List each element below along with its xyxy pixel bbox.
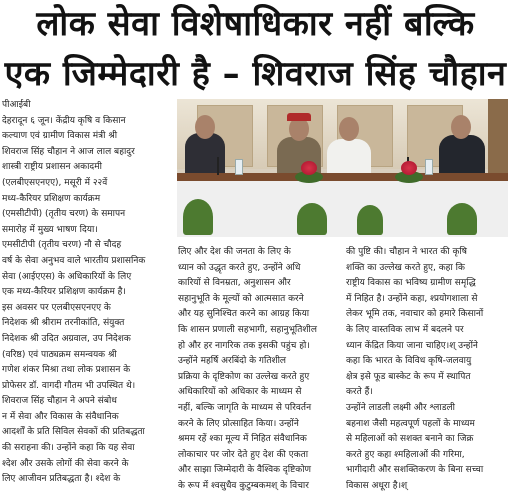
text-line: लिए आजीवन प्रतिबद्धता है। श्देश के — [2, 474, 121, 485]
text-line: वर्ष के सेवा अनुभव वाले भारतीय प्रशासनिक — [2, 255, 146, 266]
text-line: की पुष्टि की। चौहान ने भारत की कृषि — [346, 247, 467, 257]
text-line: कल्याण एवं ग्रामीण विकास मंत्री श्री — [2, 131, 118, 142]
text-line: अधिकारियों को अधिकार के माध्यम से — [178, 387, 302, 398]
article-column-2 — [178, 245, 340, 495]
text-line: प्रोफेसर डॉ. वागदी गौतम भी उपस्थित थे। — [2, 380, 136, 391]
text-line: शास्त्री राष्ट्रीय प्रशासन अकादमी — [2, 162, 102, 173]
text-line: श्रमम रहें श्का मूल्य में निहित संवैधानिक — [178, 434, 307, 445]
text-line: हो और हर नागरिक तक इसकी पहुंच हो। — [178, 340, 310, 351]
text-line: निदेशक श्री श्रीराम तरनीकांति, संयुक्त — [2, 318, 125, 329]
text-line: श्देश और उसके लोगों की सेवा करने के — [2, 458, 129, 469]
headline-line-1: लोक सेवा विशेषाधिकार नहीं बल्कि — [36, 4, 475, 44]
text-line: न में सेवा और विकास के संवैधानिक — [2, 411, 119, 422]
text-line: नहीं, बल्कि जागृति के माध्यम से परिवर्तन — [178, 402, 312, 413]
text-line: ध्यान को उद्धृत करते हुए, उन्होंने अधि — [178, 262, 301, 273]
news-photo — [177, 99, 508, 237]
text-line: सेवा (आईएएस) के अधिकारियों के लिए — [2, 271, 132, 282]
text-line: लोकाचार पर जोर देते हुए देश की एकता — [178, 449, 309, 460]
text-line: शिवराज सिंह चौहान ने आज लाल बहादुर — [2, 146, 135, 157]
text-line: भागीदारी और सशक्तिकरण के बिना सच्चा — [346, 465, 484, 476]
article-column-1 — [2, 98, 170, 488]
text-line: कारियों से विनम्रता, अनुशासन और — [178, 278, 291, 289]
text-line: और यह सुनिश्चित करने का आग्रह किया — [178, 309, 310, 320]
text-line: और साझा जिम्मेदारी के वैश्विक दृष्टिकोण — [178, 465, 312, 476]
text-line: शिवराज सिंह चौहान ने अपने संबोध — [2, 396, 117, 407]
article-column-3 — [346, 245, 508, 495]
text-line: इस अवसर पर एलबीएसएनएए के — [2, 302, 111, 313]
text-line: करने के लिए प्रोत्साहित किया। उन्होंने — [178, 418, 299, 429]
text-line: पीआईबी — [2, 100, 31, 110]
text-line: कि शासन प्रणाली सहभागी, सहानुभूतिशील — [178, 324, 317, 335]
text-line: एमसीटीपी (तृतीय चरण) नौ से चौदह — [2, 240, 122, 251]
text-line: (वरिष्ठ) एवं पाठ्यक्रम समन्वयक श्री — [2, 349, 117, 360]
text-line: लेकर भूमि तक, नवाचार को हमारे किसानों — [346, 309, 484, 320]
text-line: करते हैं। — [346, 387, 373, 398]
text-line: क्षेत्र इसे फूड बास्केट के रूप में स्थापित — [346, 371, 471, 382]
text-line: करते हुए कहा श्महिलाओं की गरिमा, — [346, 449, 465, 460]
text-line: ध्यान केंद्रित किया जाना चाहिए।श् उन्होंने — [346, 340, 478, 351]
text-line: आदर्शों के प्रति सिविल सेवकों की प्रतिबद्धता — [2, 427, 145, 438]
text-line: उन्होंने लाडली लक्ष्मी और श्लाडली — [346, 402, 455, 413]
text-line: शक्ति का उल्लेख करते हुए, कहा कि — [346, 262, 465, 273]
text-line: में निहित है। उन्होंने कहा, श्प्रयोगशाला से — [346, 293, 478, 304]
text-line: गणेश शंकर मिश्रा तथा लोक प्रशासन के — [2, 365, 131, 376]
text-line: के लिए वास्तविक लाभ में बदलने पर — [346, 324, 464, 335]
headline-line-2: एक जिम्मेदारी है – शिवराज सिंह चौहान — [4, 54, 507, 94]
text-line: मध्य-कैरियर प्रशिक्षण कार्यक्रम — [2, 193, 101, 204]
text-line: बहनाश जैसी महत्वपूर्ण पहलों के माध्यम — [346, 418, 475, 429]
text-line: राष्ट्रीय विकास का भविष्य ग्रामीण समृद्धि — [346, 278, 476, 289]
text-line: उन्होंने महर्षि अरबिंदो के गतिशील — [178, 356, 286, 367]
text-line: विकास अधूरा है।श् — [346, 480, 408, 491]
text-line: देहरादून ६ जून। केंद्रीय कृषि व किसान — [2, 115, 126, 126]
text-line: समारोह में मुख्य भाषण दिया। — [2, 224, 98, 235]
text-line: प्रक्रिया के दृष्टिकोण का उल्लेख करते हुए — [178, 371, 310, 382]
text-line: से महिलाओं को सशक्त बनाने का जिक्र — [346, 434, 474, 445]
text-line: कहा कि भारत के विविध कृषि-जलवायु — [346, 356, 472, 367]
text-line: (एलबीएसएनएए), मसूरी में २२वें — [2, 177, 108, 188]
text-line: एक मध्य-कैरियर प्रशिक्षण कार्यक्रम है। — [2, 287, 126, 298]
text-line: सहानुभूति के मूल्यों को आत्मसात करने — [178, 293, 304, 304]
text-line: की सराहना की। उन्होंने कहा कि यह सेवा — [2, 443, 135, 454]
text-line: लिए और देश की जनता के लिए के — [178, 247, 291, 257]
text-line: (एमसीटीपी) (तृतीय चरण) के समापन — [2, 209, 126, 220]
text-line: निदेशक श्री उदित अग्रवाल, उप निदेशक — [2, 333, 131, 344]
text-line: के रूप में श्वसुधैव कुटुम्बकमश् के विचार — [178, 480, 309, 491]
